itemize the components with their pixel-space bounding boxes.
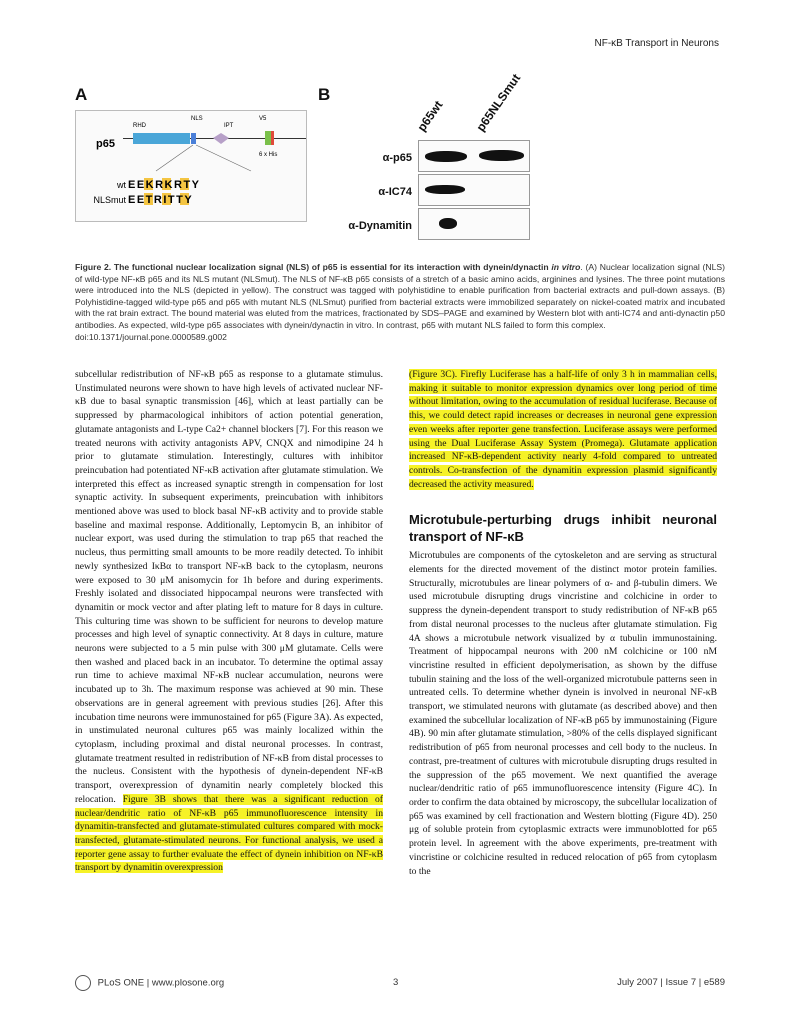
rhd-label: RHD — [133, 123, 146, 129]
blot-row-label-dynamitin: α-Dynamitin — [348, 220, 412, 232]
left-paragraph-text: subcellular redistribution of NF-κB p65 as response to a glutamate stimulus. Unstimulated neurons were shown to have high levels of activated nuclear NF-κB due to basal synaptic transmission [46], which at least partially can be suppressed by pharmacological inhibitors of action potential generation, glutamate antagonists and L-type Ca2+ channel blockers [7]. For this reason we treated neurons with activity antagonists APV, CNQX and nimodipine 24 h prior to glutamate stimulation. Interestingly, cultures with inhibitor preincubation had potentiated NF-κB activation after glutamate stimulation. We interpreted this effect as increased synaptic strength in compensation for lost synaptic activity. In subsequent experiments, preincubation with inhibitors mentioned above was used to block basal NF-κB activity and to provide stable baseline and maximal response. Additionally, Leptomycin B, an inhibitor of nuclear export, was used during the stimulation to trap p65 that reached the nucleus, thus permitting small amounts to be more readily detected. To inhibit newly synthesized IκBα to transport NF-κB back to the cytoplasm, neurons were exposed to 30 μM anisomycin for 1h before and during experiments. Freshly isolated and dissociated hippocampal neurons were transfected with dynamitin or mock vector and after plating left to mature for 8 days in culture. This culturing time was shown to be sufficient for neurons to develop mature processes and high level of synaptic connectivity. At 8 days in culture, mature neurons were subjected to a 5 min pulse with 300 μM glutamate. Cells were then washed and placed back in an incubator. To determine the optimal assay run time to achieve maximal NF-κB nuclear accumulation, neurons were incubated up to 3h. The maximum response was achieved at 90 min. These observations are in general agreement with previous studies [26]. After this incubation time neurons were immunostained for p65 (Figure 3A). As expected, in unstimulated neuronal cultures p65 was mainly localized within the cytoplasm, including proximal and distal neuronal processes. In contrast, glutamate treatment resulted in redistribution of NF-κB from distal processes to the nucleus. Consistent with the hypothesis of dynein-dependent NF-κB transport, overexpression of dynamitin nearly completely blocked this relocation. — [75, 369, 383, 805]
right-paragraph-1 — [409, 368, 717, 491]
footer-journal: PLoS ONE | www.plosone.org — [97, 977, 225, 989]
caption-title: Figure 2. The functional nuclear localization signal (NLS) of p65 is essential for its interaction with dynein/dynactin — [75, 262, 552, 272]
right-highlighted-text: (Figure 3C). Firefly Luciferase has a half-life of only 3 h in mammalian cells, making it suitable to monitor expression dynamics over long period of time without limitation, owing to the accumulation of residual luciferase. Because of this, we could detect rapid increases or decreases in neuronal gene expression even weeks after reporter gene transfection. Luciferase assays were performed using the Dual Luciferase Assay System (Promega). Glutamate application increased NF-κB-dependent activity nearly 4-fold compared to untreated controls. Co-transfection of the dynamitin expression plasmid significantly decreased the activity measured. — [409, 369, 717, 490]
caption-doi: doi:10.1371/journal.pone.0000589.g002 — [75, 331, 227, 342]
v5-tag — [265, 131, 271, 145]
page-footer — [75, 975, 725, 991]
rhd-domain — [133, 133, 190, 144]
running-title: NF-κB Transport in Neurons — [594, 38, 719, 49]
left-paragraph — [75, 368, 383, 875]
mut-sequence: EETRITTY — [128, 194, 194, 206]
zoom-line-right — [196, 145, 251, 171]
nls-domain — [191, 133, 196, 144]
wt-sequence: EEKRKRTY — [128, 179, 201, 191]
ipt-domain — [213, 133, 229, 144]
caption-text: . (A) Nuclear localization signal (NLS) of wild-type NF-κB p65 and its NLS mutant (NLSmut). The NLS of NF-κB p65 consists of a stretch of a basic amino acids, arginines and lysines. The three point mutations were introduced into the NLS (depicted in yellow). The construct was tagged with polyhistidine to enable purification from bacterial extracts and pull-down assays. (B) Polyhistidine-tagged wild-type p65 and p65 with mutant NLS (NLSmut) purified from bacterial extracts were immobilized separately on nickel-coated matrix and incubated with the rat brain extract. The bound material was eluted from the matrices, fractionated by SDS–PAGE and examined by Western blot with anti-IC74 and anti-dynactin p50 antibodies. As expected, wild-type p65 associates with dynein/dynactin in vitro. In contrast, p65 with mutant NLS failed to form this complex. — [75, 262, 725, 330]
band-ic74-wt — [425, 185, 465, 194]
band-p65-wt — [425, 151, 467, 162]
p65-label: p65 — [96, 138, 115, 150]
v5-label: V5 — [259, 116, 267, 122]
section-heading: Microtubule-perturbing drugs inhibit neuronal transport of NF-κB — [409, 512, 717, 545]
right-column — [409, 368, 717, 878]
figure-caption — [75, 262, 725, 343]
blot-strip-ic74 — [418, 174, 530, 206]
footer-page-number: 3 — [393, 977, 399, 988]
nls-diagram — [75, 110, 307, 222]
zoom-line-left — [156, 145, 193, 171]
his-tag — [271, 131, 274, 145]
western-blot-panel — [318, 71, 538, 255]
panel-b-label: B — [318, 85, 331, 104]
left-column — [75, 368, 383, 875]
ipt-label: IPT — [224, 123, 234, 129]
wt-label: wt — [117, 180, 126, 190]
panel-a-label: A — [75, 85, 88, 104]
blot-strip-p65 — [418, 140, 530, 172]
left-highlighted-text: Figure 3B shows that there was a significant reduction of nuclear/dendritic ratio of NF-κB p65 immunofluorescence intensity in dynamitin-transfected and glutamate-stimulated cultures compared with mock-transfected, glutamate-stimulated neurons. For functional analysis, we used a reporter gene assay to further evaluate the effect of dynein inhibition on NF-κB transport by dynamitin overexpression — [75, 793, 383, 874]
plos-logo-icon — [75, 975, 91, 991]
right-paragraph-2: Microtubules are components of the cytoskeleton and are serving as structural elements for the directed movement of the distinct motor protein families. Structurally, microtubules are linear polymers of α- and β-tubulin dimers. We used microtubule disrupting drugs vincristine and colchicine in order to suppress the dynein-dependent transport to study redistribution of NF-κB p65 from distal neuronal processes to the nucleus after glutamate stimulation. Fig 4A shows a microtubule network visualized by α tubulin immunostaining. Treatment of hippocampal neurons with 200 nM colchicine or 100 nM vincristine resulted in efficient depolymerisation, as shown by the diffuse tubulin staining and the loss of the well-organized microtubule patterns seen in untreated cells. To determine whether dynein is involved in neuronal NF-κB transport, we stimulated neurons with glutamate (as described above) and then examined the subcellular localization of NF-κB p65 by immunostaining (Figure 4B). 90 min after glutamate stimulation, >80% of the cells displayed significant redistribution of p65 from neuronal processes and cell body to the nucleus. In contrast, pre-treatment of cultures with microtubule disrupting drugs resulted in the suppression of the p65 movement. We next quantified the average nuclear/dendritic ratio of p65 immunofluorescence intensity (Figure 4C). In order to confirm the data obtained by microscopy, the subcellular localization of p65 was examined by cell fractionation and Western blotting (Figure 4D). 250 μg of soluble protein from cytoplasmic extracts were immunoblotted for p65 protein level. In agreement with the above experiments, pre-treatment with vincristine or colchicine resulted in reduced relocation of p65 from cytoplasm to the — [409, 550, 717, 877]
blot-row-label-p65: α-p65 — [382, 152, 412, 164]
nlsmut-label: NLSmut — [93, 195, 126, 205]
blot-strip-dynamitin — [418, 208, 530, 240]
protein-schematic — [76, 111, 306, 221]
lane-label-mut: p65NLSmut — [473, 71, 524, 134]
his-label: 6 x His — [259, 152, 278, 158]
blot-row-label-ic74: α-IC74 — [378, 186, 412, 198]
footer-issue: July 2007 | Issue 7 | e589 — [617, 977, 725, 988]
band-p65-mut — [479, 150, 524, 161]
nls-label: NLS — [191, 116, 203, 122]
band-dynamitin-wt — [439, 218, 457, 229]
lane-label-wt: p65wt — [414, 98, 446, 134]
caption-title-italic: in vitro — [551, 262, 581, 272]
